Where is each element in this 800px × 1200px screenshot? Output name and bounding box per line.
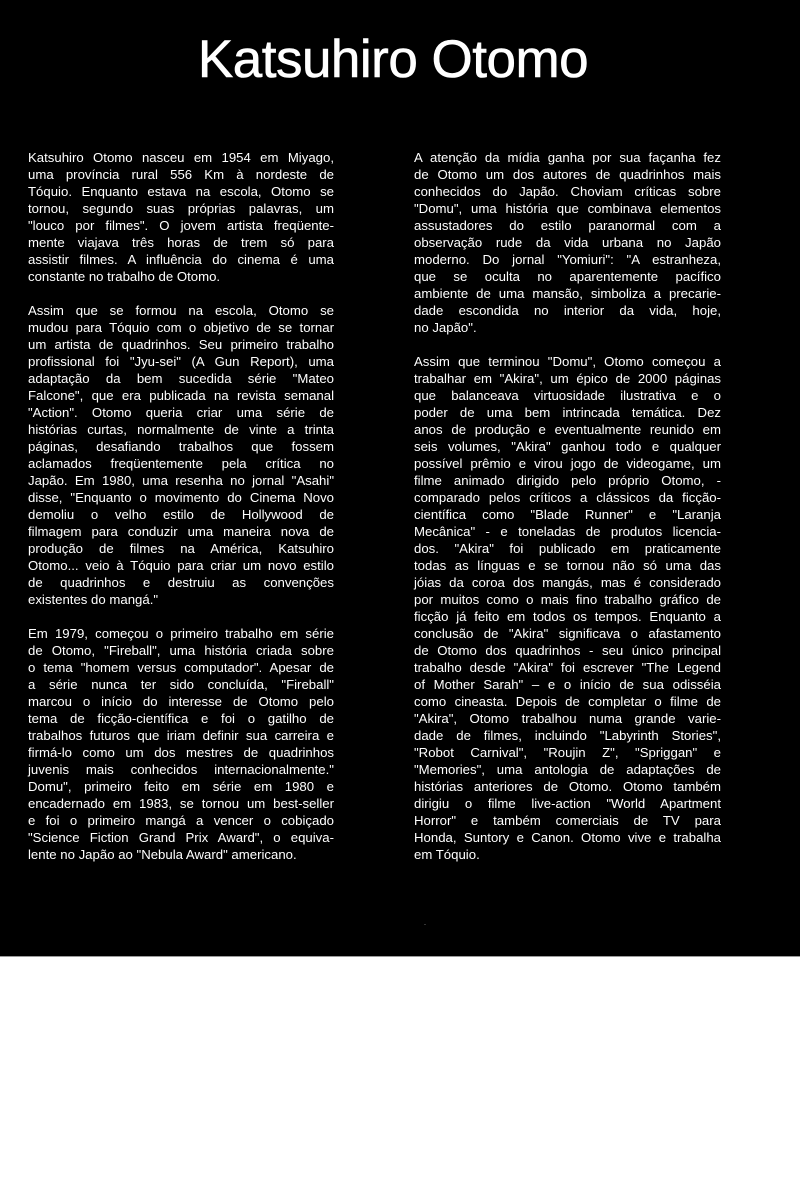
text-line: poder de uma bem intrincada temática. Dez [414,405,721,420]
text-line: conclusão de "Akira" significava o afastamento [414,626,721,641]
text-line: Japão. Em 1980, uma resenha no jornal "Asahi" [28,473,334,488]
text-line: que se oculta no aparentemente pacífico [414,269,721,284]
text-line: mudou para Tóquio com o objetivo de se tornar [28,320,334,335]
text-line: filmagem para conduzir uma maneira nova de [28,524,334,539]
text-line: firmá-lo como um dos mestres de quadrinhos [28,745,334,760]
text-line: de Otomo dos quadrinhos - seu único principal [414,643,721,658]
text-line: de quadrinhos e destruiu as convenções [28,575,334,590]
text-line: páginas, desafiando trabalhos que fossem [28,439,334,454]
text-line: Domu", primeiro feito em série em 1980 e [28,779,334,794]
text-line: em Tóquio. [414,847,480,862]
text-line: que balanceava virtuosidade ilustrativa e o [414,388,721,403]
text-line: uma província rural 556 Km à nordeste de [28,167,334,182]
text-line: ambiente de uma mansão, simboliza a precarie- [414,286,721,301]
text-line: aclamados freqüentemente pela crítica no [28,456,334,471]
page-title: Katsuhiro Otomo [197,30,589,89]
text-line: juvenis mais conhecidos internacionalmente." [28,762,334,777]
text-line: trabalhar em "Akira", um épico de 2000 páginas [414,371,721,386]
text-line: lente no Japão ao "Nebula Award" americano. [28,847,297,862]
blank-area [0,956,800,1200]
text-line: ficção já feito em todos os tempos. Enquanto a [414,609,721,624]
text-line: no Japão". [414,320,477,335]
text-line: "Domu", uma história que combinava elementos [414,201,721,216]
text-line: Assim que terminou "Domu", Otomo começou a [414,354,721,369]
text-line: observação rude da vida urbana no Japão [414,235,721,250]
text-line: Em 1979, começou o primeiro trabalho em série [28,626,334,641]
text-line: "Akira", Otomo trabalhou numa grande varie- [414,711,721,726]
text-line: "Action". Otomo queria criar uma série de [28,405,334,420]
text-line: como cineasta. Depois de completar o filme de [414,694,721,709]
text-line: assustadores do estilo paranormal com a [414,218,721,233]
text-line: um artista de quadrinhos. Seu primeiro trabalho [28,337,334,352]
text-line: filme animado dirigido pelo próprio Otomo, - [414,473,721,488]
text-line: possível prêmio e virou jogo de videogame, um [414,456,721,471]
text-line: Falcone", que era publicada na revista semanal [28,388,334,403]
paragraph-akira [414,353,721,863]
text-line: produção de filmes na América, Katsuhiro [28,541,334,556]
text-line: Katsuhiro Otomo nasceu em 1954 em Miyago, [28,150,334,165]
text-line: assistir filmes. A influência do cinema é uma [28,252,334,267]
text-line: A atenção da mídia ganha por sua façanha fez [414,150,721,165]
text-line: dade escondida no interior da vida, hoje, [414,303,721,318]
text-line: disse, "Enquanto o movimento do Cinema Novo [28,490,334,505]
right-column [414,149,721,880]
text-line: dos. "Akira" foi publicado em praticamente [414,541,721,556]
artifact-speck [424,924,426,925]
text-line: de Otomo, "Fireball", uma história criada sobre [28,643,334,658]
text-line: Horror" e também comerciais de TV para [414,813,721,828]
text-line: anos de produção e eventualmente reunido em [414,422,721,437]
text-line: profissional foi "Jyu-sei" (A Gun Report), uma [28,354,334,369]
text-line: "Robot Carnival", "Roujin Z", "Spriggan" e [414,745,721,760]
paragraph-career-start [28,302,334,608]
text-line: trabalhos futuros que iriam definir sua carreira e [28,728,334,743]
text-line: Honda, Suntory e Canon. Otomo vive e trabalha [414,830,721,845]
text-line: o tema "homem versus computador". Apesar de [28,660,334,675]
text-line: de Otomo um dos autores de quadrinhos mais [414,167,721,182]
text-line: histórias anteriores de Otomo. Otomo também [414,779,721,794]
text-line: a série nunca ter sido concluída, "Fireball" [28,677,334,692]
text-line: dade de filmes, incluindo "Labyrinth Stories", [414,728,721,743]
text-line: moderno. Do jornal "Yomiuri": "A estranheza, [414,252,721,267]
text-line: Mecânica" - e toneladas de produtos licencia- [414,524,721,539]
text-line: mente viajava três horas de trem só para [28,235,334,250]
text-line: of Mother Sarah" – e o início de sua odisséia [414,677,721,692]
left-column [28,149,334,880]
paragraph-domu-reception [414,149,721,336]
text-line: demoliu o velho estilo de Hollywood de [28,507,334,522]
text-line: adaptação da bem sucedida série "Mateo [28,371,334,386]
text-line: seis volumes, "Akira" ganhou todo e qualquer [414,439,721,454]
text-line: "louco por filmes". O jovem artista freqüente- [28,218,334,233]
paragraph-birth [28,149,334,285]
text-line: encadernado em 1983, se tornou um best-seller [28,796,334,811]
text-line: todas as línguas e se tornou não só uma das [414,558,721,573]
text-line: tornou, segundo suas próprias palavras, um [28,201,334,216]
text-line: Otomo... veio à Tóquio para criar um novo estilo [28,558,334,573]
text-line: dirigiu o filme live-action "World Apartment [414,796,721,811]
text-line: comparado pelos críticos a clássicos da ficção- [414,490,721,505]
text-line: jóias da coroa dos mangás, mas é considerado [414,575,721,590]
text-line: histórias curtas, normalmente de vinte a trinta [28,422,334,437]
text-line: "Science Fiction Grand Prix Award", o equiva- [28,830,334,845]
text-line: conhecidos do Japão. Choviam críticas sobre [414,184,721,199]
text-line: "Memories", uma antologia de adaptações de [414,762,721,777]
paragraph-fireball-domu [28,625,334,863]
text-line: tema de ficção-científica e foi o gatilho de [28,711,334,726]
text-line: marcou o início do interesse de Otomo pelo [28,694,334,709]
text-line: trabalho desde "Akira" foi escrever "The Legend [414,660,721,675]
text-line: constante no trabalho de Otomo. [28,269,221,284]
text-line: por muitos como o mais fino trabalho gráfico de [414,592,721,607]
text-line: e foi o primeiro mangá a vencer o cobiçado [28,813,334,828]
text-line: existentes do mangá." [28,592,159,607]
text-line: Assim que se formou na escola, Otomo se [28,303,334,318]
text-line: científica como "Blade Runner" e "Laranja [414,507,721,522]
text-line: Tóquio. Enquanto estava na escola, Otomo se [28,184,334,199]
